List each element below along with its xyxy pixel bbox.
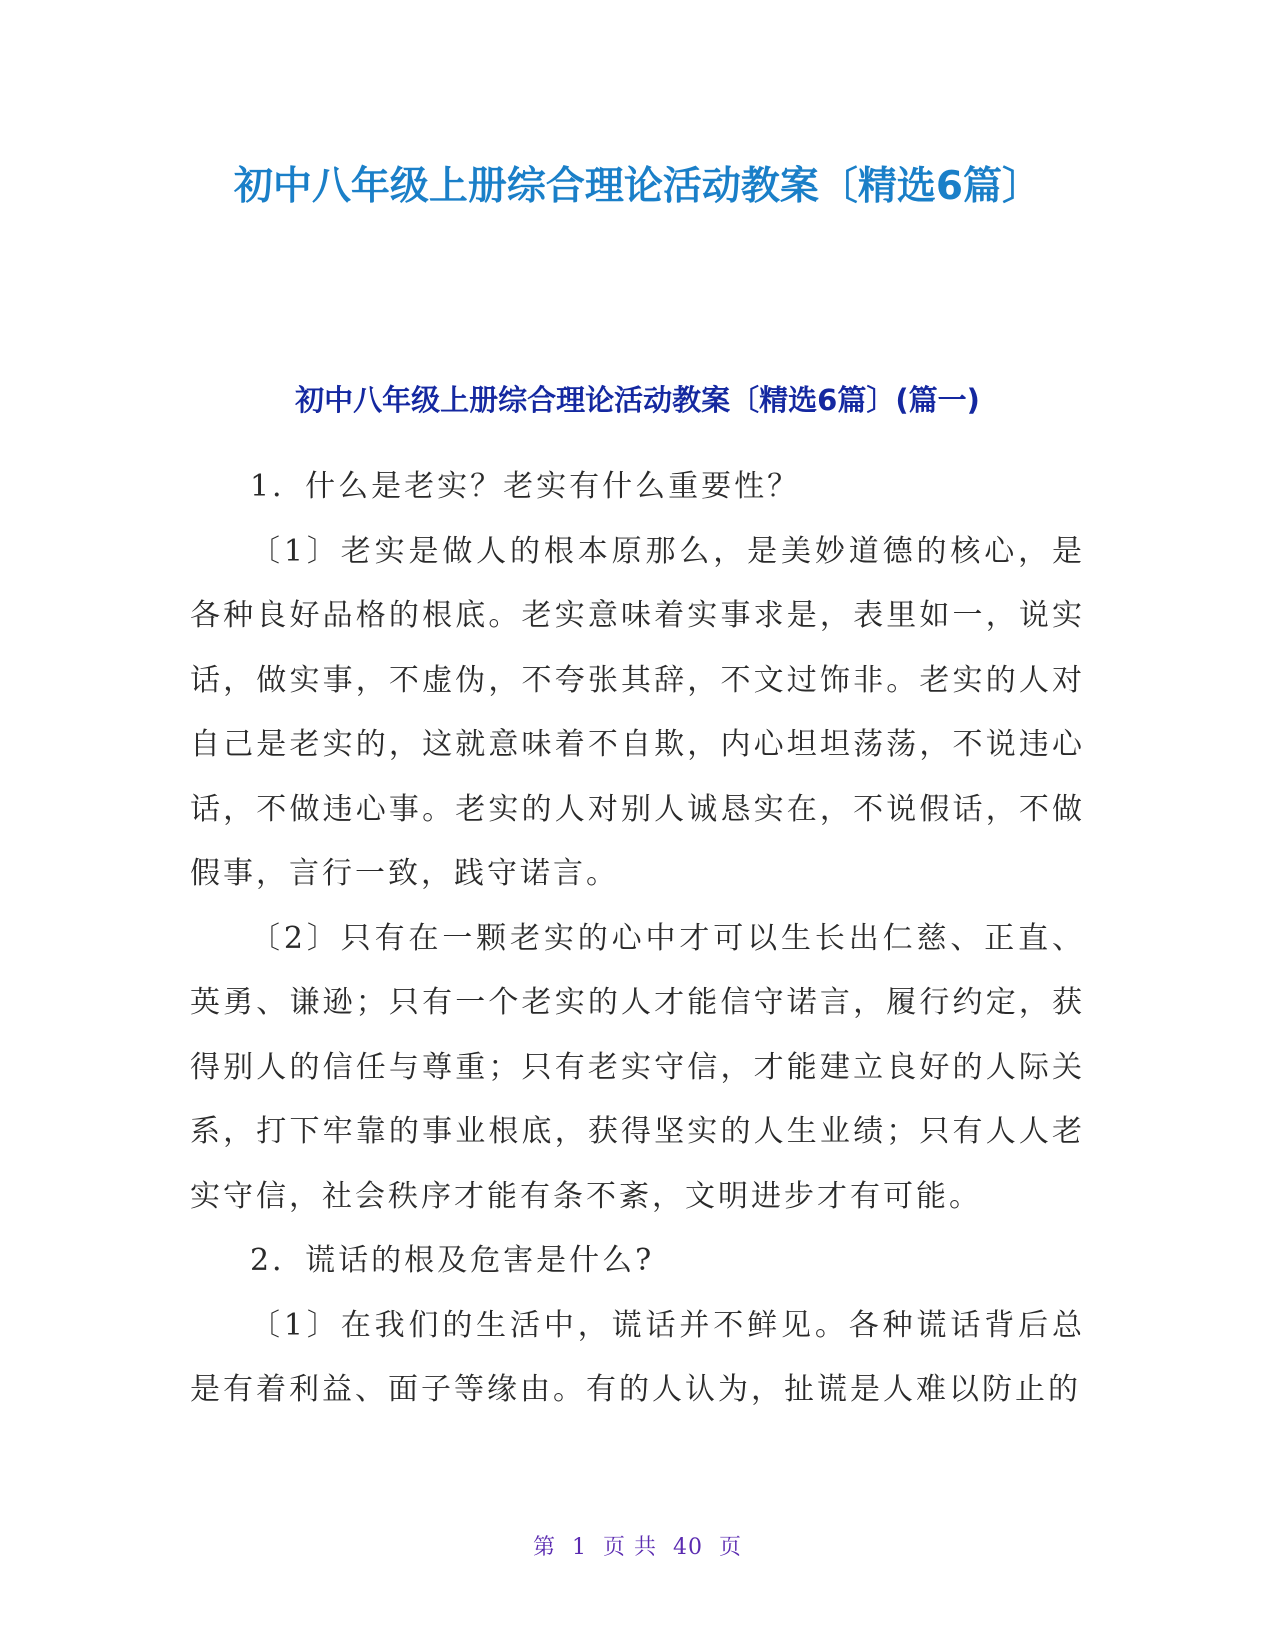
footer-current-page: 1 (572, 1535, 587, 1560)
document-title: 初中八年级上册综合理论活动教案〔精选6篇〕 (233, 164, 1042, 209)
paragraph-question-1: 1．什么是老实？老实有什么重要性？ (250, 469, 801, 504)
section-heading: 初中八年级上册综合理论活动教案〔精选6篇〕(篇一) (295, 383, 980, 417)
page-footer (0, 1530, 1275, 1561)
paragraph-answer-2-1: 〔1〕在我们的生活中，谎话并不鲜见。各种谎话背后总是有着利益、面子等缘由。有的人认为，扯谎是人难以防止的 (190, 1307, 1085, 1407)
footer-prefix: 第 (532, 1535, 556, 1560)
paragraph-answer-1-2: 〔2〕只有在一颗老实的心中才可以生长出仁慈、正直、英勇、谦逊；只有一个老实的人才能信守诺言，履行约定，获得别人的信任与尊重；只有老实守信，才能建立良好的人际关系，打下牢靠的事业根底，获得坚实的人生业绩；只有人人老实守信，社会秩序才能有条不紊，文明进步才有可能。 (190, 920, 1085, 1214)
footer-suffix: 页 (719, 1535, 743, 1560)
paragraph-question-2: 2．谎话的根及危害是什么? (250, 1243, 655, 1278)
footer-middle: 页 共 (603, 1535, 657, 1560)
footer-total-pages: 40 (673, 1535, 703, 1560)
document-body (190, 455, 1085, 1423)
paragraph-answer-1-1: 〔1〕老实是做人的根本原那么，是美妙道德的核心，是各种良好品格的根底。老实意味着实事求是，表里如一，说实话，做实事，不虚伪，不夸张其辞，不文过饰非。老实的人对自己是老实的，这就意味着不自欺，内心坦坦荡荡，不说违心话，不做违心事。老实的人对别人诚恳实在，不说假话，不做假事，言行一致，践守诺言。 (190, 533, 1085, 891)
